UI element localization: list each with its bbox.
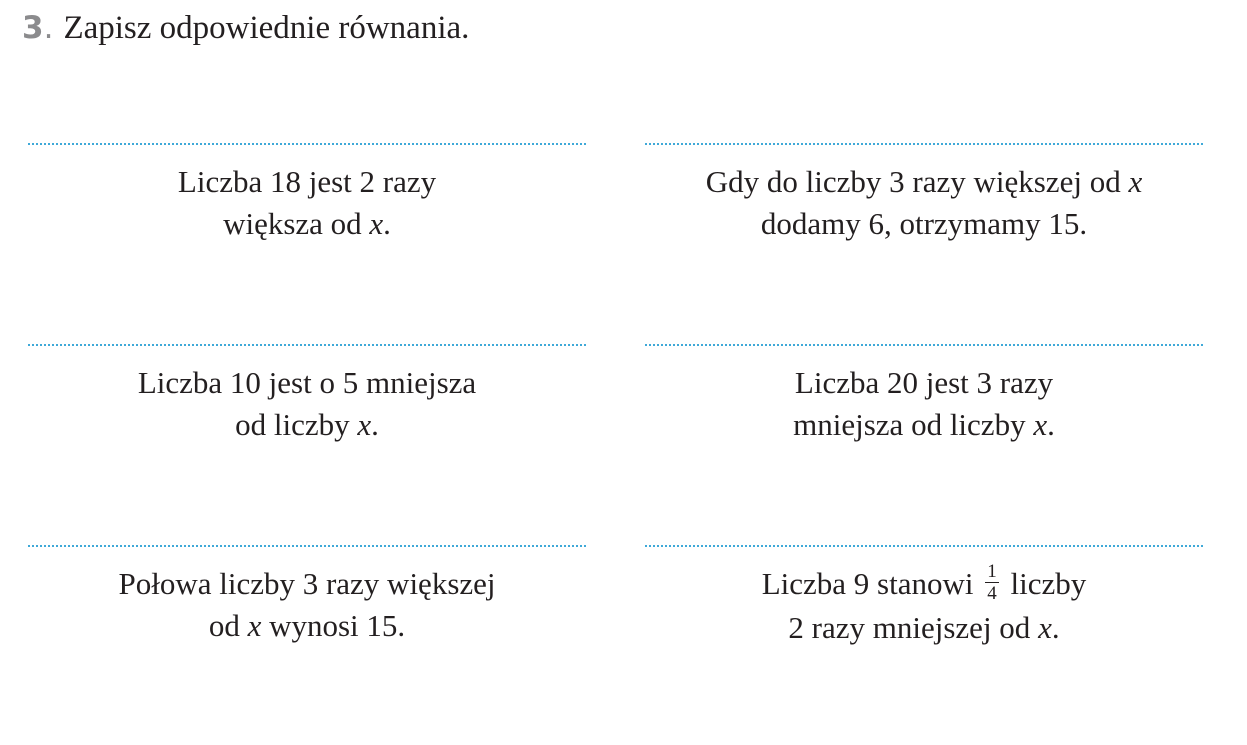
- statement-6: [645, 563, 1203, 649]
- statement-3-period: .: [371, 407, 379, 442]
- statement-cell-4: [645, 344, 1203, 544]
- variable-x: x: [369, 206, 384, 241]
- statement-2-line-2: dodamy 6, otrzymamy 15.: [760, 206, 1088, 241]
- variable-x: x: [1128, 164, 1143, 199]
- statement-6-text-end: liczby: [1002, 566, 1087, 601]
- answer-line-5[interactable]: [28, 545, 586, 547]
- statement-6-period: .: [1051, 610, 1060, 646]
- statement-cell-5: [28, 545, 586, 745]
- statement-5: [28, 563, 586, 647]
- task-number: 3: [22, 10, 44, 46]
- statement-6-line-2: [645, 607, 1203, 649]
- answer-line-3[interactable]: [28, 344, 586, 346]
- variable-x: x: [357, 407, 372, 442]
- statement-3-text: od liczby: [235, 407, 358, 442]
- statement-cell-2: [645, 143, 1203, 343]
- statement-6-text-2: 2 razy mniejszej od: [788, 610, 1039, 646]
- statement-5-text: od: [208, 608, 248, 643]
- statement-5-line-2: [28, 605, 586, 647]
- statement-1: [28, 161, 586, 245]
- statement-2: [645, 161, 1203, 245]
- statement-2-text: Gdy do liczby 3 razy większej od: [705, 164, 1129, 199]
- statement-cell-3: [28, 344, 586, 544]
- statement-6-text: Liczba 9 stanowi: [761, 566, 982, 601]
- statement-3-line-2: [28, 404, 586, 446]
- task-number-dot: .: [43, 10, 54, 46]
- task-header: [22, 10, 469, 54]
- statement-1-line-2: [28, 203, 586, 245]
- statement-cell-1: [28, 143, 586, 343]
- statement-1-period: .: [383, 206, 391, 241]
- statement-1-text: większa od: [223, 206, 370, 241]
- statement-3-line-1: Liczba 10 jest o 5 mniejsza: [137, 365, 477, 400]
- fraction-denominator: 4: [987, 583, 997, 605]
- statement-cell-6: [645, 545, 1203, 745]
- statement-3: [28, 362, 586, 446]
- statement-4-line-2: [645, 404, 1203, 446]
- fraction-numerator: 1: [987, 561, 997, 583]
- variable-x: x: [1033, 407, 1048, 442]
- statement-6-line-1: [645, 563, 1203, 607]
- answer-line-1[interactable]: [28, 143, 586, 145]
- statement-5-line-1: Połowa liczby 3 razy większej: [118, 566, 496, 601]
- answer-line-4[interactable]: [645, 344, 1203, 346]
- answer-line-6[interactable]: [645, 545, 1203, 547]
- variable-x: x: [1038, 610, 1052, 646]
- task-title: Zapisz odpowiednie równania.: [63, 10, 470, 46]
- statement-4-line-1: Liczba 20 jest 3 razy: [794, 365, 1054, 400]
- answer-line-2[interactable]: [645, 143, 1203, 145]
- statement-5-text-end: wynosi 15.: [261, 608, 406, 643]
- statement-4-period: .: [1047, 407, 1055, 442]
- statement-4-text: mniejsza od liczby: [793, 407, 1034, 442]
- fraction-one-quarter: [985, 562, 999, 603]
- statement-1-line-1: Liczba 18 jest 2 razy: [177, 164, 437, 199]
- variable-x: x: [247, 608, 262, 643]
- statement-2-line-1: [645, 161, 1203, 203]
- statement-4: [645, 362, 1203, 446]
